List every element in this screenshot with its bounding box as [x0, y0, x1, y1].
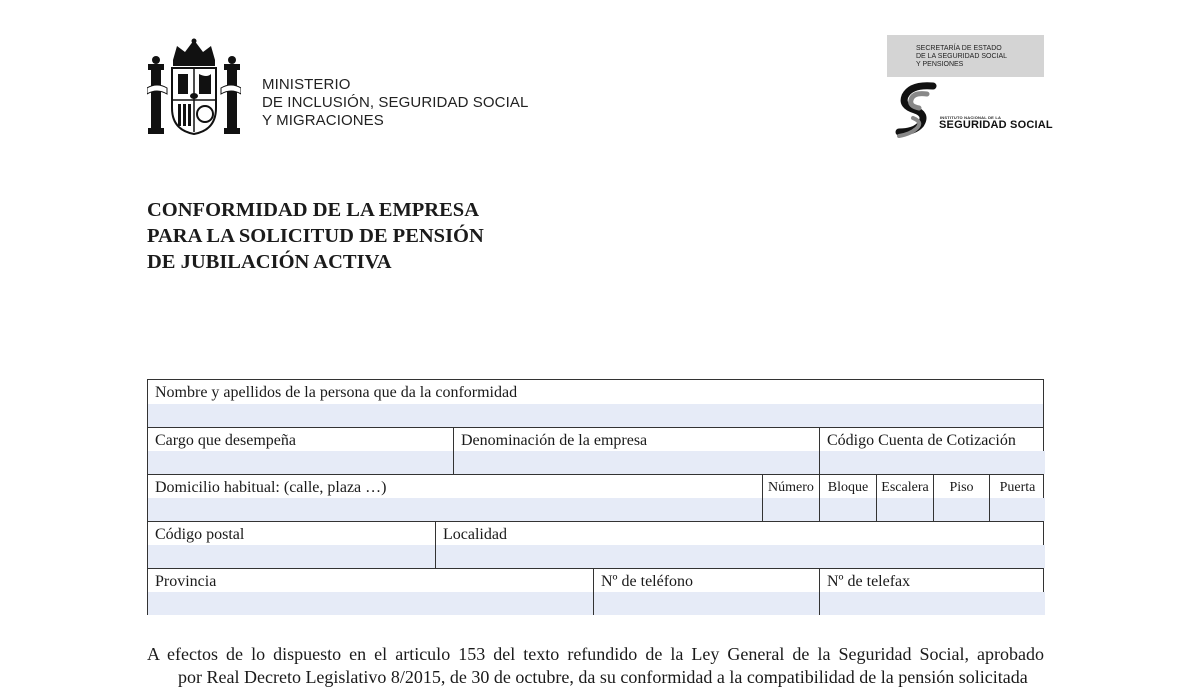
bloque-label: Bloque [827, 480, 869, 495]
title-line: PARA LA SOLICITUD DE PENSIÓN [147, 225, 484, 247]
provincia-input[interactable] [148, 592, 593, 615]
document-title [147, 197, 484, 275]
cargo-label: Cargo que desempeña [155, 432, 296, 449]
ministry-line: MINISTERIO [262, 76, 351, 93]
form-row [148, 427, 1043, 474]
bloque-field[interactable] [819, 475, 876, 521]
piso-input[interactable] [934, 498, 989, 521]
secretaria-line: DE LA SEGURIDAD SOCIAL [916, 53, 1008, 60]
provincia-label: Provincia [155, 573, 217, 590]
telefono-input[interactable] [594, 592, 819, 615]
seguridad-social-logo [893, 82, 939, 138]
secretaria-box [887, 35, 1044, 77]
localidad-input[interactable] [436, 545, 1045, 568]
denominacion-input[interactable] [454, 451, 819, 474]
codigo-postal-field[interactable] [148, 522, 435, 568]
localidad-label: Localidad [443, 526, 507, 543]
codigo-postal-input[interactable] [148, 545, 435, 568]
telefax-label: Nº de telefax [827, 573, 911, 590]
numero-label: Número [768, 480, 814, 495]
ministry-name [262, 76, 528, 130]
domicilio-field[interactable] [148, 475, 762, 521]
denominacion-field[interactable] [453, 428, 819, 474]
legal-paragraph-line: A efectos de lo dispuesto en el articulo 153 del texto refundido de la Ley General de la Seguridad Social, aprobado [147, 644, 1044, 664]
cargo-input[interactable] [148, 451, 453, 474]
conformity-form [147, 379, 1044, 615]
escalera-input[interactable] [877, 498, 933, 521]
numero-input[interactable] [763, 498, 819, 521]
title-line: CONFORMIDAD DE LA EMPRESA [147, 199, 479, 221]
puerta-label: Puerta [999, 480, 1036, 495]
piso-field[interactable] [933, 475, 989, 521]
codigo-cuenta-field[interactable] [819, 428, 1045, 474]
localidad-field[interactable] [435, 522, 1045, 568]
title-line: DE JUBILACIÓN ACTIVA [147, 251, 392, 273]
form-row [148, 474, 1043, 521]
codigo-cuenta-label: Código Cuenta de Cotización [827, 432, 1016, 449]
escalera-field[interactable] [876, 475, 933, 521]
inss-subtitle: INSTITUTO NACIONAL DE LA [940, 115, 1002, 120]
codigo-cuenta-input[interactable] [820, 451, 1045, 474]
codigo-postal-label: Código postal [155, 526, 245, 543]
cargo-field[interactable] [148, 428, 453, 474]
bloque-input[interactable] [820, 498, 876, 521]
form-row [148, 568, 1043, 615]
denominacion-label: Denominación de la empresa [461, 432, 648, 449]
ministry-line: DE INCLUSIÓN, SEGURIDAD SOCIAL [262, 94, 529, 111]
form-row [148, 521, 1043, 568]
domicilio-input[interactable] [148, 498, 762, 521]
ministry-line: Y MIGRACIONES [262, 112, 384, 129]
telefono-field[interactable] [593, 569, 819, 615]
secretaria-line: Y PENSIONES [916, 61, 964, 68]
form-row [148, 380, 1043, 427]
escalera-label: Escalera [881, 480, 929, 495]
nombre-label: Nombre y apellidos de la persona que da la conformidad [155, 384, 518, 401]
secretaria-line: SECRETARÍA DE ESTADO [916, 45, 1002, 52]
nombre-field[interactable] [148, 380, 1043, 427]
piso-label: Piso [949, 480, 974, 495]
telefax-input[interactable] [820, 592, 1045, 615]
telefax-field[interactable] [819, 569, 1045, 615]
inss-title: SEGURIDAD SOCIAL [939, 119, 1053, 131]
coat-of-arms-logo [147, 38, 241, 138]
legal-paragraph-line: por Real Decreto Legislativo 8/2015, de 30 de octubre, da su conformidad a la compatibilidad de la pensión solicitada [178, 667, 1028, 687]
puerta-input[interactable] [990, 498, 1045, 521]
puerta-field[interactable] [989, 475, 1045, 521]
telefono-label: Nº de teléfono [601, 573, 694, 590]
nombre-input[interactable] [148, 404, 1043, 427]
domicilio-label: Domicilio habitual: (calle, plaza …) [155, 479, 387, 496]
provincia-field[interactable] [148, 569, 593, 615]
numero-field[interactable] [762, 475, 819, 521]
